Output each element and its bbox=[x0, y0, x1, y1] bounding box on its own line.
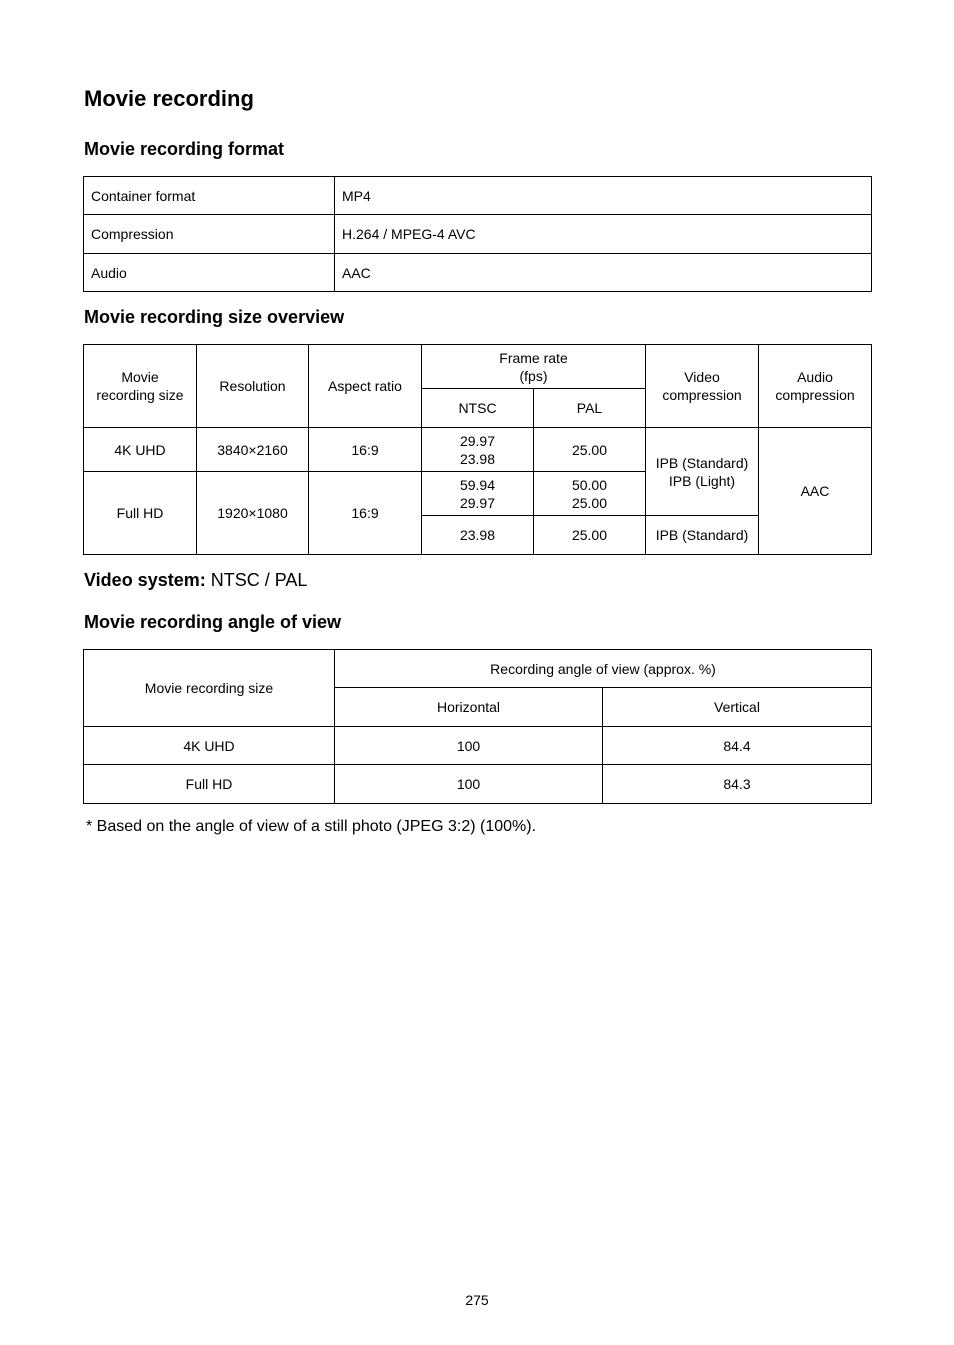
video-system-value: NTSC / PAL bbox=[210, 570, 308, 590]
video-system bbox=[84, 570, 307, 591]
format-table bbox=[83, 176, 872, 292]
vertical-cell: 84.3 bbox=[603, 765, 872, 804]
table-header-row bbox=[84, 345, 872, 389]
size-heading: Movie recording size overview bbox=[84, 307, 345, 327]
format-label: Audio bbox=[84, 254, 335, 292]
vertical-cell: 84.4 bbox=[603, 727, 872, 765]
format-value: H.264 / MPEG-4 AVC bbox=[335, 215, 872, 254]
size-table bbox=[83, 344, 872, 555]
format-value: AAC bbox=[335, 254, 872, 292]
header-pal: PAL bbox=[534, 389, 646, 428]
header-aspect: Aspect ratio bbox=[309, 345, 422, 428]
header-audio-compression: Audio compression bbox=[759, 345, 872, 428]
resolution-cell: 1920×1080 bbox=[197, 472, 309, 555]
size-cell: Full HD bbox=[84, 472, 197, 555]
format-label: Compression bbox=[84, 215, 335, 254]
size-cell: Full HD bbox=[84, 765, 335, 804]
table-row bbox=[84, 765, 872, 804]
table-header-row bbox=[84, 650, 872, 688]
header-frame-rate: Frame rate (fps) bbox=[422, 345, 646, 389]
table-row bbox=[84, 215, 872, 254]
table-row bbox=[84, 428, 872, 472]
format-heading: Movie recording format bbox=[84, 139, 285, 159]
header-ntsc: NTSC bbox=[422, 389, 534, 428]
video-compression-cell: IPB (Standard) bbox=[646, 516, 759, 555]
horizontal-cell: 100 bbox=[335, 765, 603, 804]
ntsc-cell: 59.94 29.97 bbox=[422, 472, 534, 516]
ntsc-cell: 29.97 23.98 bbox=[422, 428, 534, 472]
header-resolution: Resolution bbox=[197, 345, 309, 428]
pal-cell: 25.00 bbox=[534, 428, 646, 472]
horizontal-cell: 100 bbox=[335, 727, 603, 765]
header-horizontal: Horizontal bbox=[335, 688, 603, 727]
header-size: Movie recording size bbox=[84, 345, 197, 428]
header-size: Movie recording size bbox=[84, 650, 335, 727]
angle-heading: Movie recording angle of view bbox=[84, 612, 342, 632]
format-value: MP4 bbox=[335, 177, 872, 215]
aspect-cell: 16:9 bbox=[309, 472, 422, 555]
aspect-cell: 16:9 bbox=[309, 428, 422, 472]
footnote: * Based on the angle of view of a still photo (JPEG 3:2) (100%). bbox=[86, 818, 537, 835]
size-cell: 4K UHD bbox=[84, 428, 197, 472]
format-label: Container format bbox=[84, 177, 335, 215]
angle-table bbox=[83, 649, 872, 804]
video-compression-cell: IPB (Standard) IPB (Light) bbox=[646, 428, 759, 516]
page-number: 275 bbox=[465, 1292, 489, 1308]
header-video-compression: Video compression bbox=[646, 345, 759, 428]
header-angle-group: Recording angle of view (approx. %) bbox=[335, 650, 872, 688]
table-row bbox=[84, 177, 872, 215]
table-row bbox=[84, 254, 872, 292]
video-system-label: Video system: bbox=[84, 570, 206, 590]
pal-cell: 50.00 25.00 bbox=[534, 472, 646, 516]
size-cell: 4K UHD bbox=[84, 727, 335, 765]
table-row bbox=[84, 727, 872, 765]
resolution-cell: 3840×2160 bbox=[197, 428, 309, 472]
ntsc-cell: 23.98 bbox=[422, 516, 534, 555]
pal-cell: 25.00 bbox=[534, 516, 646, 555]
header-vertical: Vertical bbox=[603, 688, 872, 727]
page-title: Movie recording bbox=[84, 86, 254, 111]
audio-compression-cell: AAC bbox=[759, 428, 872, 555]
